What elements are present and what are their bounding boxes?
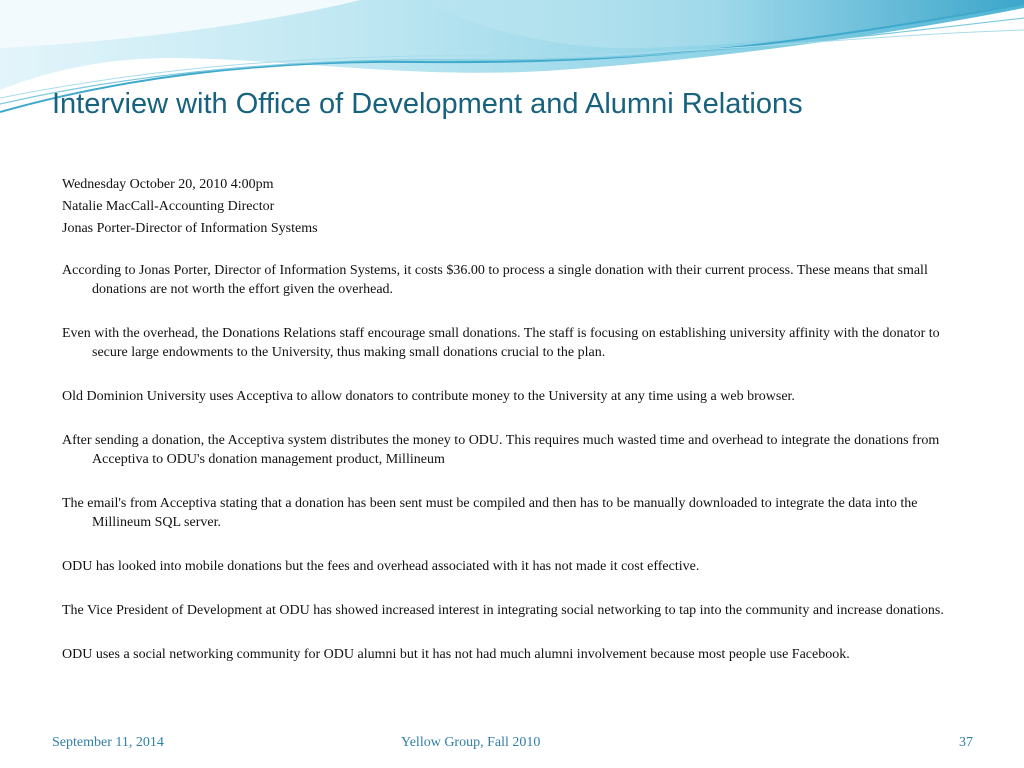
slide-title: Interview with Office of Development and Alumni Relations: [52, 88, 803, 120]
paragraph: The Vice President of Development at ODU has showed increased interest in integrating social networking to tap into the community and increase donations.: [62, 603, 944, 618]
paragraph: After sending a donation, the Acceptiva system distributes the money to ODU. This requires much wasted time and overhead to integrate the donations from Acceptiva to ODU's donation management product, Millineum: [62, 433, 940, 467]
attendee-line: Natalie MacCall-Accounting Director: [62, 199, 275, 214]
attendee-line: Jonas Porter-Director of Information Systems: [62, 221, 318, 236]
footer-group-label: Yellow Group, Fall 2010: [401, 735, 541, 750]
slide-number: 37: [959, 735, 973, 750]
paragraph: ODU uses a social networking community for ODU alumni but it has not had much alumni involvement because most people use Facebook.: [62, 647, 850, 662]
paragraph: ODU has looked into mobile donations but the fees and overhead associated with it has not made it cost effective.: [62, 559, 700, 574]
footer-date: September 11, 2014: [52, 735, 164, 750]
paragraph: According to Jonas Porter, Director of Information Systems, it costs $36.00 to process a single donation with their current process. These means that small donations are not worth the effort given the overhead.: [62, 263, 928, 297]
paragraph: Even with the overhead, the Donations Relations staff encourage small donations. The staff is focusing on establishing university affinity with the donator to secure large endowments to the University, thus making small donations crucial to the plan.: [62, 326, 940, 360]
meeting-datetime: Wednesday October 20, 2010 4:00pm: [62, 177, 274, 192]
paragraph: Old Dominion University uses Acceptiva to allow donators to contribute money to the University at any time using a web browser.: [62, 389, 795, 404]
slide-body: [62, 175, 962, 664]
paragraph: The email's from Acceptiva stating that a donation has been sent must be compiled and then has to be manually downloaded to integrate the data into the Millineum SQL server.: [62, 496, 918, 530]
